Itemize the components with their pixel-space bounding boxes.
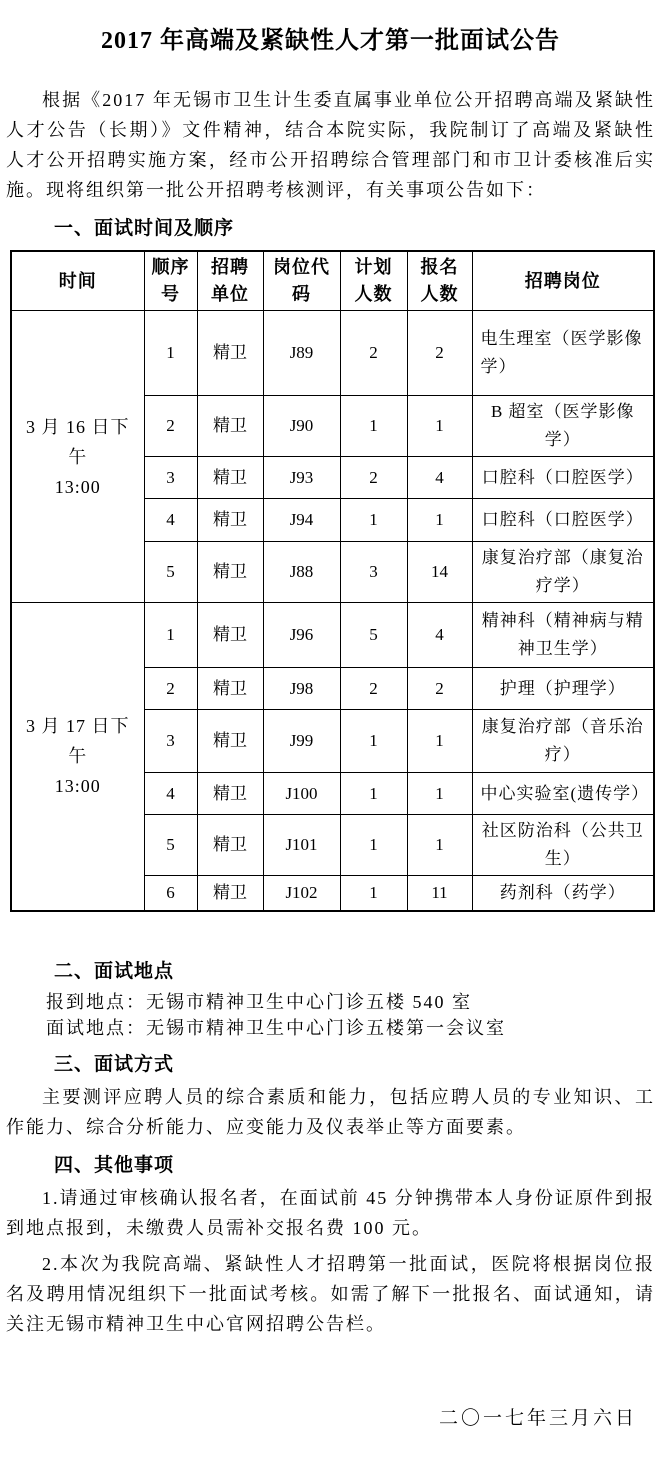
cell-position: 精神科（精神病与精神卫生学）: [472, 603, 654, 668]
cell-applicants: 1: [407, 773, 472, 815]
other-matters-item-1: 1.请通过审核确认报名者，在面试前 45 分钟携带本人身份证原件到报到地点报到，未缴费人员需补交报名费 100 元。: [6, 1187, 655, 1238]
cell-applicants: 4: [407, 457, 472, 499]
section-heading-other-matters: 四、其他事项: [54, 1154, 175, 1176]
cell-seq: 5: [144, 542, 197, 603]
cell-applicants: 1: [407, 815, 472, 876]
cell-unit: 精卫: [197, 396, 263, 457]
header-unit: 招聘单位: [197, 251, 263, 311]
cell-plan: 1: [340, 815, 407, 876]
time-hour-line: 13:00: [54, 776, 101, 797]
cell-plan: 2: [340, 668, 407, 710]
signature-date: 二〇一七年三月六日: [438, 1407, 637, 1429]
section-heading-interview-method: 三、面试方式: [54, 1053, 175, 1075]
header-position: 招聘岗位: [472, 251, 654, 311]
cell-applicants: 11: [407, 876, 472, 911]
cell-plan: 2: [340, 457, 407, 499]
cell-unit: 精卫: [197, 499, 263, 542]
header-sequence: 顺序号: [144, 251, 197, 311]
cell-time-group2: [11, 603, 144, 911]
interview-method-paragraph: 主要测评应聘人员的综合素质和能力，包括应聘人员的专业知识、工作能力、综合分析能力、应变能力及仪表举止等方面要素。: [6, 1086, 655, 1137]
cell-seq: 6: [144, 876, 197, 911]
cell-code: J93: [263, 457, 340, 499]
cell-position: 社区防治科（公共卫生）: [472, 815, 654, 876]
cell-seq: 2: [144, 668, 197, 710]
table-row: [11, 603, 654, 668]
checkin-location-line: 报到地点：无锡市精神卫生中心门诊五楼 540 室: [46, 991, 472, 1012]
header-time: 时间: [11, 251, 144, 311]
cell-plan: 5: [340, 603, 407, 668]
time-date-line: 3 月 17 日下午: [26, 716, 130, 767]
cell-position: 口腔科（口腔医学）: [472, 457, 654, 499]
cell-code: J99: [263, 710, 340, 773]
cell-code: J94: [263, 499, 340, 542]
cell-position: B 超室（医学影像学）: [472, 396, 654, 457]
cell-unit: 精卫: [197, 876, 263, 911]
cell-unit: 精卫: [197, 542, 263, 603]
cell-plan: 1: [340, 876, 407, 911]
cell-plan: 1: [340, 710, 407, 773]
cell-code: J102: [263, 876, 340, 911]
header-code: 岗位代码: [263, 251, 340, 311]
cell-time-group1: [11, 311, 144, 603]
section-heading-interview-schedule: 一、面试时间及顺序: [54, 218, 235, 239]
intro-paragraph: 根据《2017 年无锡市卫生计生委直属事业单位公开招聘高端及紧缺性人才公告（长期）》文件精神，结合本院实际，我院制订了高端及紧缺性人才公开招聘实施方案，经市公开招聘综合管理部门和市卫计委核准后实施。现将组织第一批公开招聘考核测评，有关事项公告如下：: [6, 90, 655, 200]
cell-code: J88: [263, 542, 340, 603]
table-row: [11, 311, 654, 396]
cell-code: J101: [263, 815, 340, 876]
header-applicants: 报名人数: [407, 251, 472, 311]
cell-position: 电生理室（医学影像学）: [472, 311, 654, 396]
cell-seq: 3: [144, 710, 197, 773]
cell-code: J90: [263, 396, 340, 457]
cell-applicants: 1: [407, 396, 472, 457]
cell-seq: 5: [144, 815, 197, 876]
other-matters-item-2: 2.本次为我院高端、紧缺性人才招聘第一批面试，医院将根据岗位报名及聘用情况组织下一批面试考核。如需了解下一批报名、面试通知，请关注无锡市精神卫生中心官网招聘公告栏。: [6, 1253, 655, 1334]
cell-code: J96: [263, 603, 340, 668]
cell-position: 护理（护理学）: [472, 668, 654, 710]
cell-seq: 1: [144, 603, 197, 668]
interview-location-line: 面试地点：无锡市精神卫生中心门诊五楼第一会议室: [46, 1017, 506, 1038]
cell-code: J89: [263, 311, 340, 396]
cell-unit: 精卫: [197, 668, 263, 710]
page-title: 2017 年高端及紧缺性人才第一批面试公告: [101, 28, 560, 54]
cell-applicants: 4: [407, 603, 472, 668]
time-date-line: 3 月 16 日下午: [26, 416, 130, 467]
cell-seq: 3: [144, 457, 197, 499]
interview-schedule-table: [10, 250, 655, 912]
cell-plan: 2: [340, 311, 407, 396]
cell-unit: 精卫: [197, 311, 263, 396]
header-planned: 计划人数: [340, 251, 407, 311]
cell-unit: 精卫: [197, 710, 263, 773]
cell-applicants: 2: [407, 668, 472, 710]
cell-position: 药剂科（药学）: [472, 876, 654, 911]
cell-position: 康复治疗部（音乐治疗）: [472, 710, 654, 773]
table-header-row: [11, 251, 654, 311]
cell-applicants: 2: [407, 311, 472, 396]
cell-position: 口腔科（口腔医学）: [472, 499, 654, 542]
cell-unit: 精卫: [197, 815, 263, 876]
cell-code: J98: [263, 668, 340, 710]
cell-plan: 1: [340, 396, 407, 457]
cell-unit: 精卫: [197, 457, 263, 499]
cell-seq: 1: [144, 311, 197, 396]
time-hour-line: 13:00: [54, 476, 101, 497]
cell-position: 康复治疗部（康复治疗学）: [472, 542, 654, 603]
cell-applicants: 1: [407, 499, 472, 542]
cell-applicants: 1: [407, 710, 472, 773]
cell-seq: 4: [144, 773, 197, 815]
cell-unit: 精卫: [197, 603, 263, 668]
cell-unit: 精卫: [197, 773, 263, 815]
cell-position: 中心实验室(遗传学）: [472, 773, 654, 815]
cell-code: J100: [263, 773, 340, 815]
cell-seq: 4: [144, 499, 197, 542]
section-heading-interview-location: 二、面试地点: [54, 960, 175, 982]
cell-plan: 1: [340, 773, 407, 815]
cell-applicants: 14: [407, 542, 472, 603]
cell-seq: 2: [144, 396, 197, 457]
cell-plan: 1: [340, 499, 407, 542]
cell-plan: 3: [340, 542, 407, 603]
